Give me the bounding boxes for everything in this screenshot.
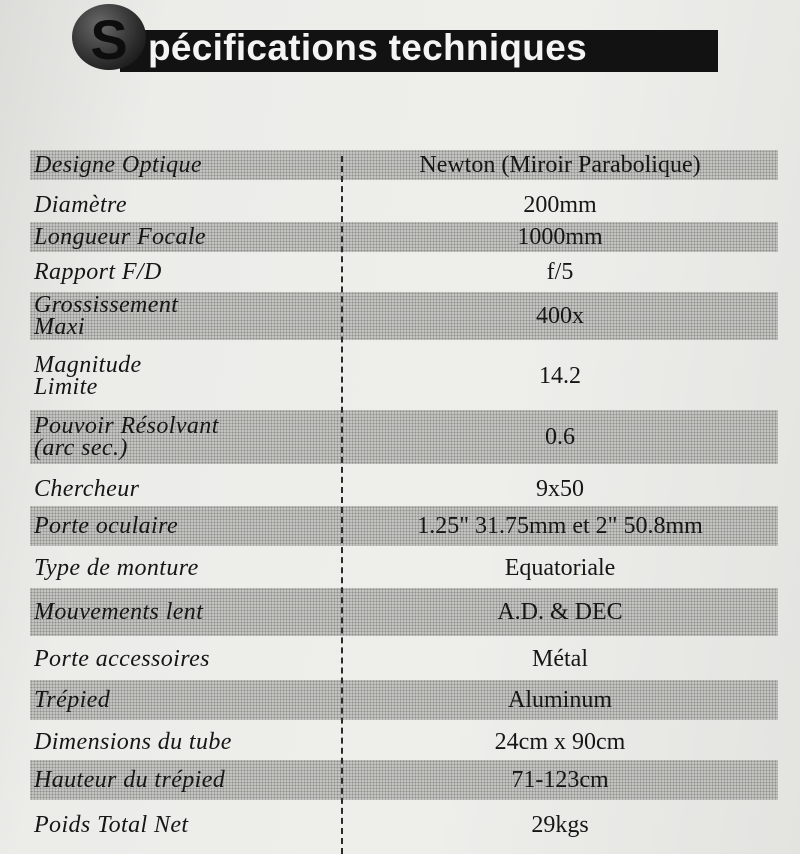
spec-row: [30, 222, 778, 252]
spec-row: [30, 188, 778, 222]
spec-row: [30, 150, 778, 180]
spec-row: [30, 804, 778, 846]
spec-row: [30, 410, 778, 464]
spec-row: [30, 680, 778, 720]
spec-value: 200mm: [523, 191, 597, 218]
spec-row: [30, 472, 778, 506]
spec-label: Rapport F/D: [34, 259, 162, 285]
spec-value: f/5: [546, 258, 574, 285]
spec-value: Métal: [532, 645, 588, 672]
spec-label: Porte accessoires: [34, 646, 210, 672]
page-title: pécifications techniques: [148, 27, 587, 68]
spec-value: Equatoriale: [504, 554, 616, 581]
spec-value: Newton (Miroir Parabolique): [419, 151, 701, 178]
spec-value: 9x50: [536, 475, 584, 502]
spec-label: Pouvoir Résolvant (arc sec.): [34, 413, 219, 461]
spec-row: [30, 724, 778, 760]
spec-label: Grossissement Maxi: [34, 292, 179, 340]
spec-label: Longueur Focale: [34, 224, 206, 250]
spec-value: 14.2: [539, 362, 581, 389]
spec-label: Magnitude Limite: [34, 352, 142, 400]
spec-label: Type de monture: [34, 555, 199, 581]
spec-value: 71-123cm: [511, 766, 609, 793]
spec-row: [30, 588, 778, 636]
title-initial: S: [90, 8, 128, 71]
specifications-table: [30, 150, 778, 854]
column-separator: [341, 156, 343, 854]
spec-label: Diamètre: [34, 192, 127, 218]
spec-label: Hauteur du trépied: [34, 767, 226, 793]
spec-label: Chercheur: [34, 476, 140, 502]
spec-value: 0.6: [545, 423, 575, 450]
spec-value: 1.25" 31.75mm et 2" 50.8mm: [417, 512, 703, 539]
spec-label: Poids Total Net: [34, 812, 189, 838]
spec-value: A.D. & DEC: [497, 598, 623, 625]
spec-value: 29kgs: [531, 811, 589, 838]
spec-row: [30, 292, 778, 340]
spec-row: [30, 638, 778, 680]
spec-value: 24cm x 90cm: [494, 728, 626, 755]
spec-row: [30, 345, 778, 407]
spec-label: Mouvements lent: [34, 599, 204, 625]
spec-value: 1000mm: [517, 223, 603, 250]
spec-label: Porte oculaire: [34, 513, 179, 539]
spec-row: [30, 760, 778, 800]
spec-label: Designe Optique: [34, 152, 202, 178]
spec-value: Aluminum: [507, 686, 612, 713]
spec-row: [30, 548, 778, 588]
spec-label: Dimensions du tube: [34, 729, 232, 755]
spec-value: 400x: [536, 302, 584, 329]
spec-row: [30, 256, 778, 288]
spec-label: Trépied: [34, 687, 111, 713]
section-header: [72, 4, 720, 70]
title-initial-badge: [72, 4, 146, 70]
spec-row: [30, 506, 778, 546]
